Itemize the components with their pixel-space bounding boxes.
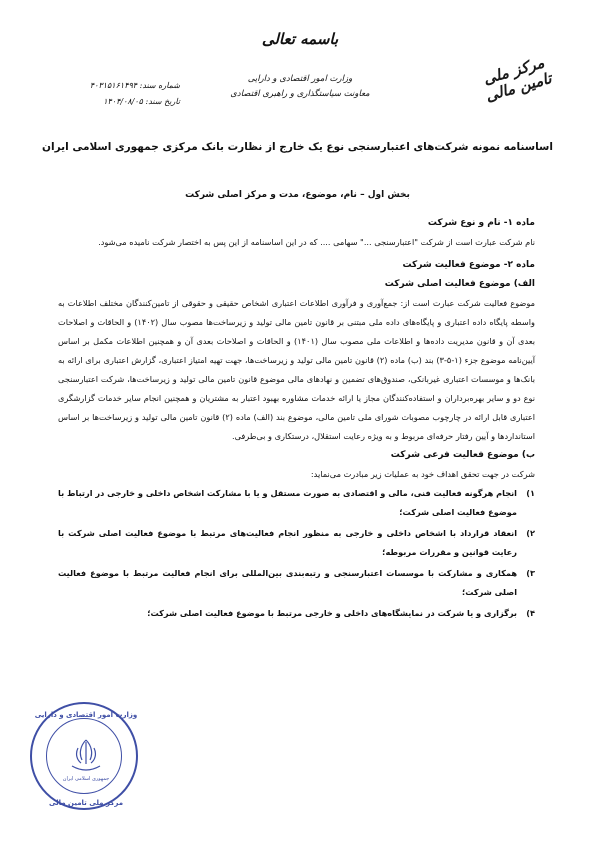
item-number: ۱) bbox=[526, 488, 535, 498]
item-text: انعقاد قرارداد با اشخاص داخلی و خارجی به منظور انجام فعالیت‌های مرتبط با موضوع فعالیت اصلی شرکت با رعایت قوانین و مقررات مربوطه؛ bbox=[58, 528, 517, 557]
document-body bbox=[58, 214, 535, 625]
document-meta bbox=[70, 78, 180, 110]
ministry-name: وزارت امور اقتصادی و دارایی bbox=[247, 74, 353, 84]
list-item bbox=[58, 484, 535, 522]
list-item bbox=[58, 604, 535, 623]
svg-text:جمهوری اسلامی ایران: جمهوری اسلامی ایران bbox=[62, 776, 110, 782]
svg-text:وزارت امور اقتصادی و دارایی: وزارت امور اقتصادی و دارایی bbox=[34, 711, 138, 719]
ministry-header bbox=[210, 72, 390, 102]
official-stamp bbox=[30, 702, 138, 810]
secondary-activity-intro: شرکت در جهت تحقق اهداف خود به عملیات زیر مبادرت می‌نماید: bbox=[310, 469, 535, 479]
reference-label: شماره سند: bbox=[139, 81, 180, 90]
item-number: ۴) bbox=[526, 608, 535, 618]
article-2-heading: ماده ۲- موضوع فعالیت شرکت bbox=[402, 260, 535, 270]
item-text: انجام هرگونه فعالیت فنی، مالی و اقتصادی به صورت مستقل و یا با مشارکت اشخاص داخلی و خارجی در ارتباط با موضوع فعالیت اصلی شرکت؛ bbox=[58, 488, 517, 517]
item-text: همکاری و مشارکت با موسسات اعتبارسنجی و رتبه‌بندی بین‌المللی برای انجام فعالیت مرتبط با موضوع فعالیت اصلی شرکت؛ bbox=[58, 568, 517, 597]
article-1-text: نام شرکت عبارت است از شرکت "اعتبارسنجی ..." سهامی .... که در این اساسنامه از این پس به اختصار شرکت نامیده می‌شود. bbox=[98, 237, 535, 247]
document-title: اساسنامه نمونه شرکت‌های اعتبارسنجی نوع یک خارج از نظارت بانک مرکزی جمهوری اسلامی ایران bbox=[42, 141, 553, 153]
item-text: برگزاری و یا شرکت در نمایشگاه‌های داخلی و خارجی مرتبط با موضوع فعالیت اصلی شرکت؛ bbox=[147, 608, 517, 618]
secondary-activity-heading: ب) موضوع فعالیت فرعی شرکت bbox=[390, 450, 535, 460]
list-item bbox=[58, 524, 535, 562]
date-value: ۱۴۰۴/۰۸/۰۵ bbox=[103, 97, 143, 106]
main-activity-text: موضوع فعالیت شرکت عبارت است از: جمع‌آوری و فرآوری اطلاعات اعتباری اشخاص حقیقی و حقوقی از تامین‌کنندگان مختلف اطلاعات به واسطه پایگاه داده اعتباری و پایگاه‌های داده ملی مبتنی بر قانون تامین مالی تولید و زیرساخت‌ها مصوب سال (۱۴۰۲) و الحاقات و اصلاحات بعدی آن و قانون مدیریت داده‌ها و اطلاعات ملی مصوب سال (۱۴۰۱) و الحاقات و اصلاحات بعدی آن و همچنین اطلاعات مکمل بر اساس آیین‌نامه موضوع جزء (۱-۵-۳) بند (ب) ماده (۲) قانون تامین مالی تولید و زیرساخت‌ها، جهت تهیه امتیاز اعتباری، گزارش اعتباری برای ارائه به بانک‌ها و موسسات اعتباری غیربانکی، صندوق‌های تضمین و نهادهای مالی موضوع قانون تامین مالی تولید و زیرساخت‌ها، شرکت اعتبارسنجی نوع دو و سایر بهره‌برداران و استفاده‌کنندگان مجاز یا ارائه خدمات مشاوره بهبود اعتبار به مشتریان و همچنین انجام سایر خدمات گزارشگری اعتباری قابل ارائه در چارچوب مصوبات شورای ملی تامین مالی، موضوع بند (الف) ماده (۲) قانون تامین مالی تولید و زیرساخت‌ها بر اساس استانداردها و آیین رفتار حرفه‌ای مربوط و به ویژه رعایت استقلال، درستکاری و بی‌طرفی. bbox=[58, 298, 536, 441]
main-activity-heading: الف) موضوع فعالیت اصلی شرکت bbox=[384, 279, 535, 289]
basmala-motto: باسمه تعالی bbox=[261, 30, 339, 48]
item-number: ۳) bbox=[526, 568, 535, 578]
stamp-emblem-icon bbox=[32, 704, 140, 812]
reference-value: ۴۰۳۱۵۱۶۱۴۹۴ bbox=[89, 81, 138, 90]
section-title: بخش اول – نام، موضوع، مدت و مرکز اصلی شرکت bbox=[185, 190, 410, 200]
secondary-activity-list bbox=[58, 484, 535, 623]
deputy-name: معاونت سیاستگذاری و راهبری اقتصادی bbox=[230, 89, 370, 99]
article-1-heading: ماده ۱- نام و نوع شرکت bbox=[427, 218, 535, 228]
document-date-row bbox=[70, 94, 180, 110]
svg-text:مرکز ملی تامین مالی: مرکز ملی تامین مالی bbox=[48, 799, 124, 807]
item-number: ۲) bbox=[526, 528, 535, 538]
national-finance-center-logo bbox=[477, 53, 561, 125]
reference-number-row bbox=[70, 78, 180, 94]
list-item bbox=[58, 564, 535, 602]
date-label: تاریخ سند: bbox=[145, 97, 180, 106]
logo-text: مرکز ملی تامین مالی bbox=[481, 53, 554, 106]
